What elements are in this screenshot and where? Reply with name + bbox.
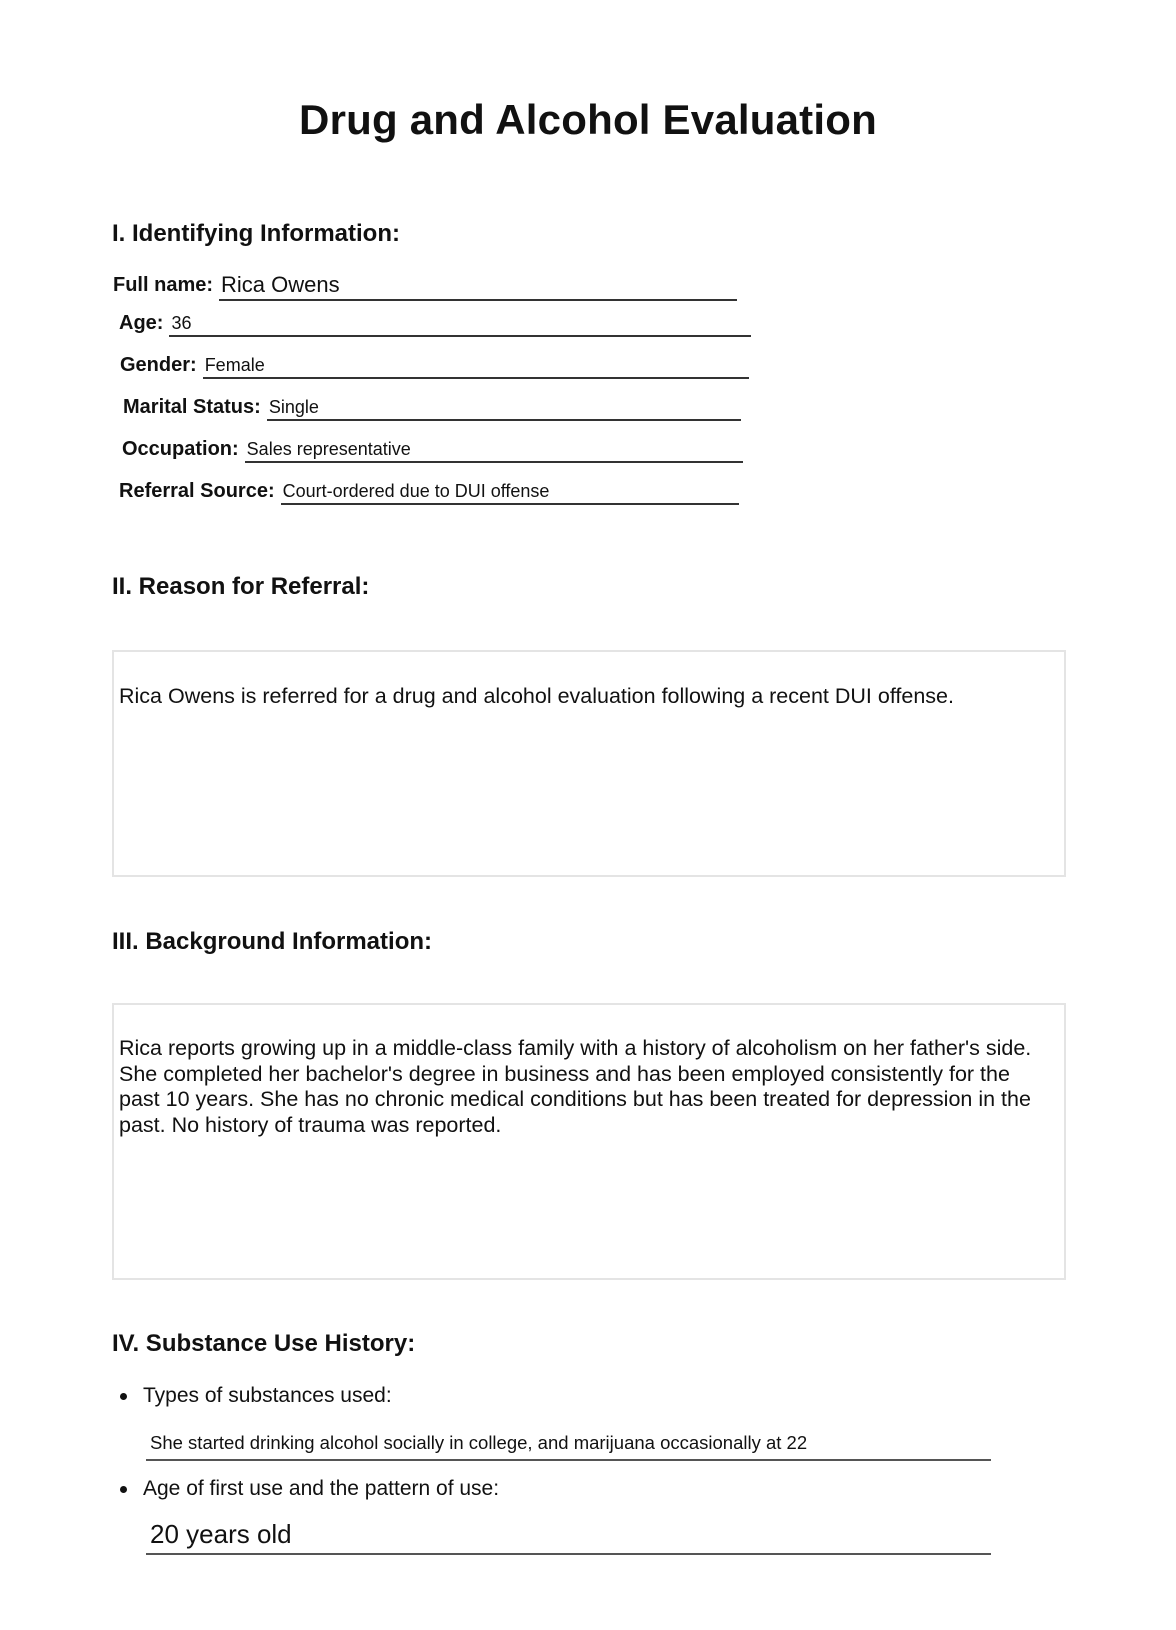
age-of-first-use-input[interactable]: 20 years old	[146, 1515, 991, 1555]
bullet-age-of-first-use	[120, 1477, 499, 1501]
field-label: Gender:	[120, 354, 197, 376]
section-heading-background-information: III. Background Information:	[112, 928, 433, 955]
field-label: Age:	[119, 312, 164, 334]
field-label: Occupation:	[122, 438, 239, 460]
field-label: Referral Source:	[119, 480, 275, 502]
field-label: Full name:	[113, 274, 214, 296]
age-input[interactable]: 36	[169, 314, 751, 337]
occupation-input[interactable]: Sales representative	[245, 440, 743, 463]
gender-input[interactable]: Female	[203, 356, 749, 379]
bullet-types-of-substances	[120, 1384, 392, 1408]
background-information-textbox[interactable]	[112, 1003, 1066, 1280]
section-heading-identifying-information: I. Identifying Information:	[112, 220, 400, 247]
question-label: Types of substances used:	[143, 1384, 392, 1407]
types-of-substances-input[interactable]: She started drinking alcohol socially in college, and marijuana occasionally at 22	[146, 1428, 991, 1461]
field-referral-source	[119, 480, 739, 503]
field-occupation	[122, 438, 743, 461]
full-name-input[interactable]: Rica Owens	[219, 274, 737, 301]
field-label: Marital Status:	[123, 396, 261, 418]
marital-status-input[interactable]: Single	[267, 398, 741, 421]
section-heading-reason-for-referral: II. Reason for Referral:	[112, 573, 370, 600]
field-age	[119, 312, 751, 335]
bullet-icon	[120, 1393, 127, 1400]
field-gender	[120, 354, 749, 377]
reason-for-referral-text: Rica Owens is referred for a drug and alcohol evaluation following a recent DUI offense.	[119, 684, 954, 708]
question-label: Age of first use and the pattern of use:	[143, 1477, 500, 1500]
field-marital-status	[123, 396, 741, 419]
background-information-text: Rica reports growing up in a middle-class family with a history of alcoholism on her father's side. She completed her bachelor's degree in business and has been employed consistently for the past 10 years. She has no chronic medical conditions but has been treated for depression in the past. No history of trauma was reported.	[119, 1036, 1032, 1137]
reason-for-referral-textbox[interactable]	[112, 650, 1066, 877]
document-title: Drug and Alcohol Evaluation	[299, 96, 877, 143]
field-full-name	[113, 270, 737, 297]
bullet-icon	[120, 1486, 127, 1493]
referral-source-input[interactable]: Court-ordered due to DUI offense	[281, 482, 739, 505]
section-heading-substance-use-history: IV. Substance Use History:	[112, 1330, 416, 1357]
